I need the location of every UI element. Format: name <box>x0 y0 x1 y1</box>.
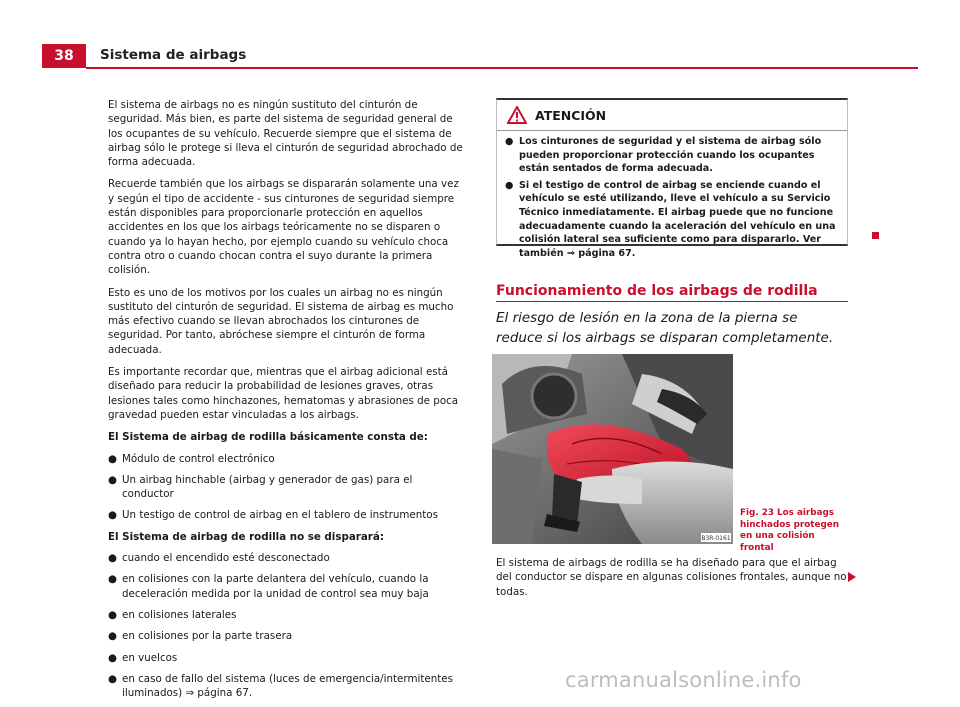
warning-item: ● Si el testigo de control de airbag se enciende cuando el vehículo se esté utilizando, lleve el vehículo a su Servicio Técnico inmediatamente. El airbag puede que no funcione adecuadamente cuando la aceleración del vehículo en una colisión lateral sea suficiente como para dispararlo. Ver también ⇒ página 67. <box>505 179 836 259</box>
list-item: ● en vuelcos <box>108 651 178 664</box>
list-item: ● Un airbag hinchable (airbag y generador de gas) para el conductor <box>108 473 413 501</box>
list-item: ● en caso de fallo del sistema (luces de emergencia/intermitentes iluminados) ⇒ página 67. <box>108 672 464 701</box>
paragraph: Es importante recordar que, mientras que el airbag adicional está diseñado para reducir la probabilidad de lesiones graves, otras lesiones tales como hinchazones, hematomas y abrasiones de poca gravedad pueden estar vinculadas a los airbags. <box>108 366 459 421</box>
page-header-title: Sistema de airbags <box>100 47 247 63</box>
list-item: ● cuando el encendido esté desconectado <box>108 552 330 565</box>
paragraph: El sistema de airbags de rodilla se ha diseñado para que el airbag del conductor se dispare en algunas colisiones frontales, aunque no todas. <box>496 557 847 598</box>
list-item: ● en colisiones por la parte trasera <box>108 630 293 643</box>
paragraph: Esto es uno de los motivos por los cuales un airbag no es ningún sustituto del cinturón de seguridad. El sistema de airbag es mucho más efectivo cuando se llevan abrochados los cinturones de seguridad. Por tanto, abróchese siempre el cinturón de forma adecuada. <box>108 286 454 356</box>
header-rule <box>86 67 918 69</box>
warning-header <box>497 100 847 131</box>
list-heading: El Sistema de airbag de rodilla no se disparará: <box>108 530 384 543</box>
figure-code: B3R-0161 <box>701 535 731 542</box>
continue-arrow-icon <box>848 572 856 582</box>
left-column <box>108 98 464 707</box>
list-heading: El Sistema de airbag de rodilla básicamente consta de: <box>108 431 428 444</box>
warning-body <box>497 131 847 260</box>
list-item: ● en colisiones con la parte delantera del vehículo, cuando la deceleración medida por la unidad de control sea muy baja <box>108 573 429 600</box>
paragraph: El sistema de airbags no es ningún sustituto del cinturón de seguridad. Más bien, es parte del sistema de seguridad general de los ocupantes de su vehículo. Recuerde siempre que el sistema de airbag sólo le protege si lleva el cinturón de seguridad abrochado de forma adecuada. <box>108 99 463 169</box>
section-title: Funcionamiento de los airbags de rodilla <box>496 283 818 299</box>
warning-title: ATENCIÓN <box>535 107 607 123</box>
knee-airbag-figure <box>492 354 733 544</box>
list-item: ● en colisiones laterales <box>108 608 237 621</box>
section-end-marker <box>872 232 879 239</box>
figure-caption: Fig. 23 Los airbags hinchados protegen en una colisión frontal <box>740 508 839 553</box>
list-item: ● Un testigo de control de airbag en el tablero de instrumentos <box>108 509 438 522</box>
paragraph: Recuerde también que los airbags se dispararán solamente una vez y según el tipo de accidente - sus cinturones de seguridad siempre están disponibles para proporcionarle protección en aquellos accidentes en los que los airbags teóricamente no se disparen o cuando ya lo hayan hecho, por ejemplo cuando su vehículo choca contra otro o cuando chocan contra el suyo durante la primera colisión. <box>108 178 459 277</box>
section-rule <box>496 301 848 302</box>
page-number: 38 <box>42 44 86 68</box>
watermark: carmanualsonline.info <box>565 668 802 692</box>
section-subtitle: El riesgo de lesión en la zona de la pierna se reduce si los airbags se disparan completamente. <box>496 310 834 346</box>
list-item: ● Módulo de control electrónico <box>108 452 275 465</box>
warning-item: ● Los cinturones de seguridad y el sistema de airbag sólo pueden proporcionar protección cuando los ocupantes están sentados de forma adecuada. <box>505 136 822 175</box>
page-reference-link: en caso de fallo del sistema (luces de emergencia/intermitentes iluminados) ⇒ página 67. <box>122 672 453 700</box>
warning-box <box>496 98 848 259</box>
warning-triangle-icon <box>507 106 527 124</box>
